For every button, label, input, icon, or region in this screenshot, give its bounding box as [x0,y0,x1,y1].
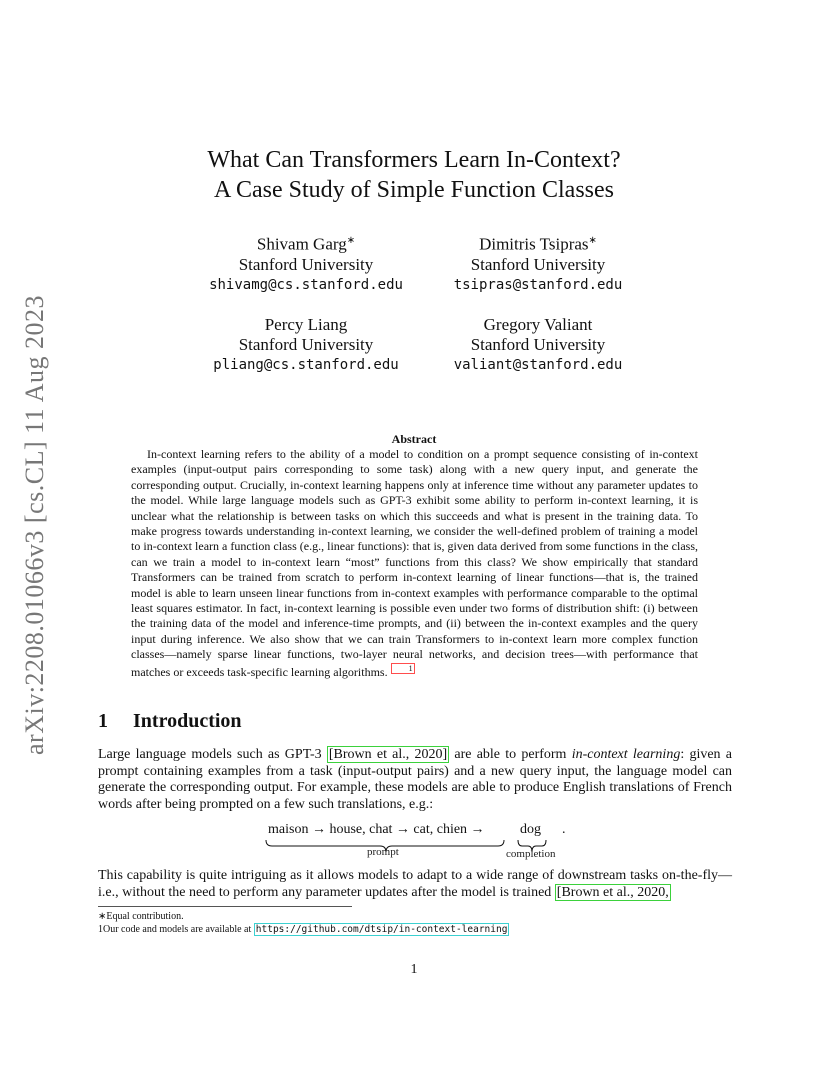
citation-link[interactable]: [Brown et al., 2020] [328,747,448,762]
abstract-heading: Abstract [391,432,437,446]
author-email[interactable]: shivamg@cs.stanford.edu [209,276,403,293]
intro-paragraph-1: Large language models such as GPT-3 [Brown et al., 2020] are able to perform in-context learning: given a prompt containing examples from a task (input-output pairs) and a new query input, the language model can generate the corresponding output. For example, these models are able to produce English translations of French words after being prompted on a few such translations, e.g.: [98,747,732,812]
paper-title-line-1: What Can Transformers Learn In-Context? [207,147,621,173]
author-block [418,315,658,375]
arxiv-identifier: arXiv:2208.01066v3 [cs.CL] 11 Aug 2023 [20,295,49,755]
author-affiliation: Stanford University [470,335,606,354]
author-name: Percy Liang [264,315,348,334]
author-email[interactable]: tsipras@stanford.edu [453,276,623,293]
author-block [418,231,658,295]
footnote-rule [98,906,352,907]
author-affiliation: Stanford University [238,335,374,354]
footnote-link[interactable]: 1 [391,663,415,674]
author-name: Dimitris Tsipras∗ [479,234,597,254]
author-name: Gregory Valiant [483,315,593,334]
abstract-body [131,447,698,680]
author-block [186,231,426,295]
page-number: 1 [410,962,418,977]
completion-label: completion [506,848,556,860]
footnote-code: 1Our code and models are available at https://github.com/dtsip/in-context-learning [98,924,508,935]
paper-title-line-2: A Case Study of Simple Function Classes [213,177,614,203]
example-completion: dog [520,822,541,837]
section-number: 1 [98,710,108,732]
author-email[interactable]: valiant@stanford.edu [453,357,623,373]
arxiv-sidebar [10,280,60,770]
footnote-equal-contribution: ∗Equal contribution. [98,911,184,922]
abstract-text: In-context learning refers to the ability of a model to condition on a prompt sequence consisting of in-context examples (input-output pairs corresponding to some task) along with a new query input, and generate the corresponding output. Crucially, in-context learning happens only at inference time without any parameter updates to the model. While large language models such as GPT-3 exhibit some ability to perform in-context learning, it is unclear what the relationship is between tasks on which this succeeds and what is present in the training data. To make progress towards understanding in-context learning, we consider the well-defined problem of training a model to in-context learn a function class (e.g., linear functions): that is, given data derived from some functions in the class, can we train a model to in-context learn “most” functions from this class? We show empirically that standard Transformers can be trained from scratch to perform in-context learning of linear functions—that is, the trained model is able to learn unseen linear functions from in-context examples with performance comparable to the optimal least squares estimator. In fact, in-context learning is possible even under two forms of distribution shift: (i) between the training data of the model and inference-time prompts, and (ii) between the in-context examples and the query input during inference. We also show that we can train Transformers to in-context learn more complex function classes—namely sparse linear functions, two-layer neural networks, and decision trees—with performance that matches or exceeds task-specific learning algorithms. [131,447,698,679]
code-url-link[interactable]: https://github.com/dtsip/in-context-learning [255,924,508,935]
author-affiliation: Stanford University [470,254,606,274]
prompt-label: prompt [367,846,399,858]
example-period: . [562,822,566,837]
intro-paragraph-2: This capability is quite intriguing as it allows models to adapt to a wide range of downstream tasks on-the-fly—i.e., without the need to perform any parameter updates after the model is trained [Brown et al., 2020, [98,868,732,900]
example-prompt: maison → house, chat → cat, chien → [268,822,485,837]
author-block [186,315,426,375]
section-title: Introduction [133,710,242,732]
author-name: Shivam Garg∗ [256,234,356,254]
translation-example [0,820,828,865]
section-heading [98,710,242,733]
citation-link[interactable]: [Brown et al., 2020, [556,884,669,900]
underbrace-graphics [0,820,828,865]
footnotes [98,910,738,936]
emphasis: in-context learning [571,747,681,762]
author-email[interactable]: pliang@cs.stanford.edu [213,357,399,373]
author-affiliation: Stanford University [238,254,374,274]
